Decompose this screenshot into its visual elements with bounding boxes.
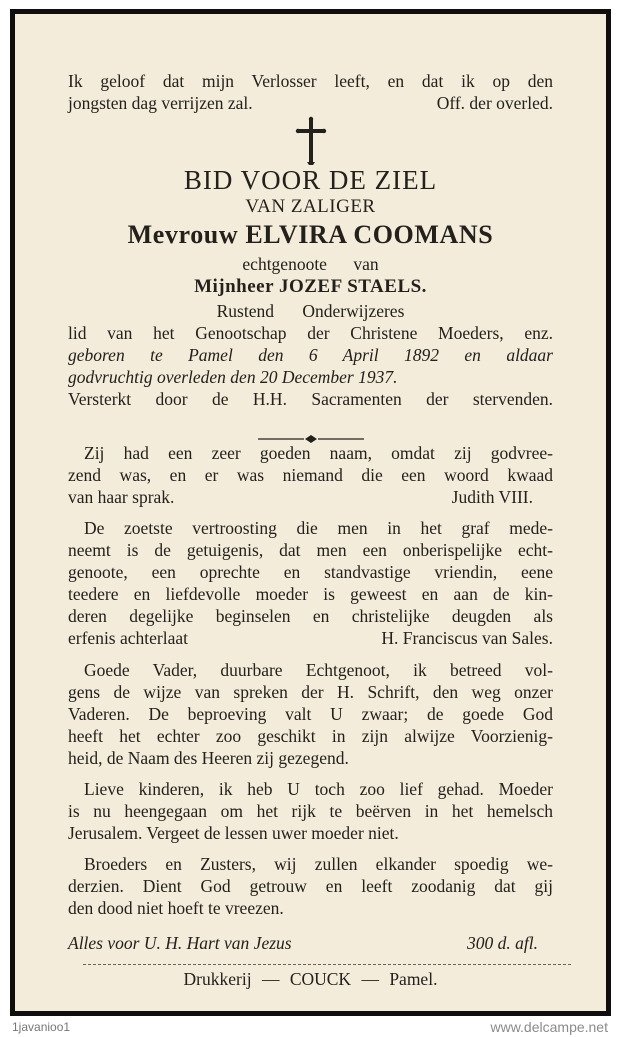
watermark-user: 1javanioo1 xyxy=(12,1020,71,1034)
p1-line-1: Zij had een zeer goeden naam, omdat zij godvree- xyxy=(84,443,553,463)
memorial-card xyxy=(15,14,606,1011)
p3-line-2: gens de wijze van spreken der H. Schrift, den weg onzer xyxy=(68,682,553,702)
p4-line-2: is nu heengegaan om het rijk te beërven in het hemelsch xyxy=(68,801,553,821)
p1-text: van haar sprak. xyxy=(68,487,175,507)
p3-line-4: heeft het echter zoo geschikt in zijn alwijze Voorzienig- xyxy=(68,726,553,746)
watermark-site[interactable]: www.delcampe.net xyxy=(490,1019,608,1035)
p3-line-5: heid, de Naam des Heeren zij gezegend. xyxy=(68,748,349,768)
p2-line-2: neemt is de getuigenis, dat men een onberispelijke echt- xyxy=(68,540,553,560)
p2-line-4: teedere en liefdevolle moeder is geweest en aan de kin- xyxy=(68,584,553,604)
epigraph-line-1: Ik geloof dat mijn Verlosser leeft, en dat ik op den xyxy=(68,71,553,91)
spouse-name: Mijnheer JOZEF STAELS. xyxy=(194,276,427,297)
cross-icon xyxy=(295,116,327,166)
p3-line-1: Goede Vader, duurbare Echtgenoot, ik betreed vol- xyxy=(84,660,553,680)
biography-line-3: godvruchtig overleden den 20 December 1937. xyxy=(68,367,398,387)
p2-source: H. Franciscus van Sales. xyxy=(381,628,553,648)
card-title: BID VOOR DE ZIEL xyxy=(183,165,438,195)
watermark-bar xyxy=(0,1017,620,1037)
epigraph-source: Off. der overled. xyxy=(436,93,553,113)
p5-line-3: den dood niet hoeft te vreezen. xyxy=(68,898,284,918)
p2-text: erfenis achterlaat xyxy=(68,628,188,648)
p2-line-3: genoote, een oprechte en standvastige vriendin, eene xyxy=(68,562,553,582)
dotted-divider xyxy=(83,964,571,965)
biography-line-4: Versterkt door de H.H. Sacramenten der stervenden. xyxy=(68,389,553,409)
p4-line-1: Lieve kinderen, ik heb U toch zoo lief gehad. Moeder xyxy=(84,779,553,799)
deceased-name: Mevrouw ELVIRA COOMANS xyxy=(127,220,494,249)
printer-line: Drukkerij — COUCK — Pamel. xyxy=(183,969,438,989)
p3-line-3: Vaderen. De beproeving valt U zwaar; de goede God xyxy=(68,704,553,724)
p2-line-1: De zoetste vertroosting die men in het graf mede- xyxy=(84,518,553,538)
p5-line-1: Broeders en Zusters, wij zullen elkander spoedig we- xyxy=(84,854,553,874)
indulgence-days: 300 d. afl. xyxy=(467,933,538,953)
p1-source: Judith VIII. xyxy=(451,487,533,507)
p2-line-5: deren degelijke beginselen en christelijke deugden als xyxy=(68,606,553,626)
p1-line-2: zend was, en er was niemand die een woord kwaad xyxy=(68,465,553,485)
relation-text: echtgenoote van xyxy=(242,254,379,274)
epigraph-text: jongsten dag verrijzen zal. xyxy=(68,93,253,113)
card-subtitle: VAN ZALIGER xyxy=(245,196,376,217)
p5-line-2: derzien. Dient God getrouw en leeft zoodanig dat gij xyxy=(68,876,553,896)
p4-line-3: Jerusalem. Vergeet de lessen uwer moeder niet. xyxy=(68,823,399,843)
biography-line-2: geboren te Pamel den 6 April 1892 en aldaar xyxy=(68,345,553,365)
profession-text: Rustend Onderwijzeres xyxy=(216,301,405,321)
indulgence-prayer: Alles voor U. H. Hart van Jezus xyxy=(68,933,292,953)
biography-line-1: lid van het Genootschap der Christene Moeders, enz. xyxy=(68,323,553,343)
